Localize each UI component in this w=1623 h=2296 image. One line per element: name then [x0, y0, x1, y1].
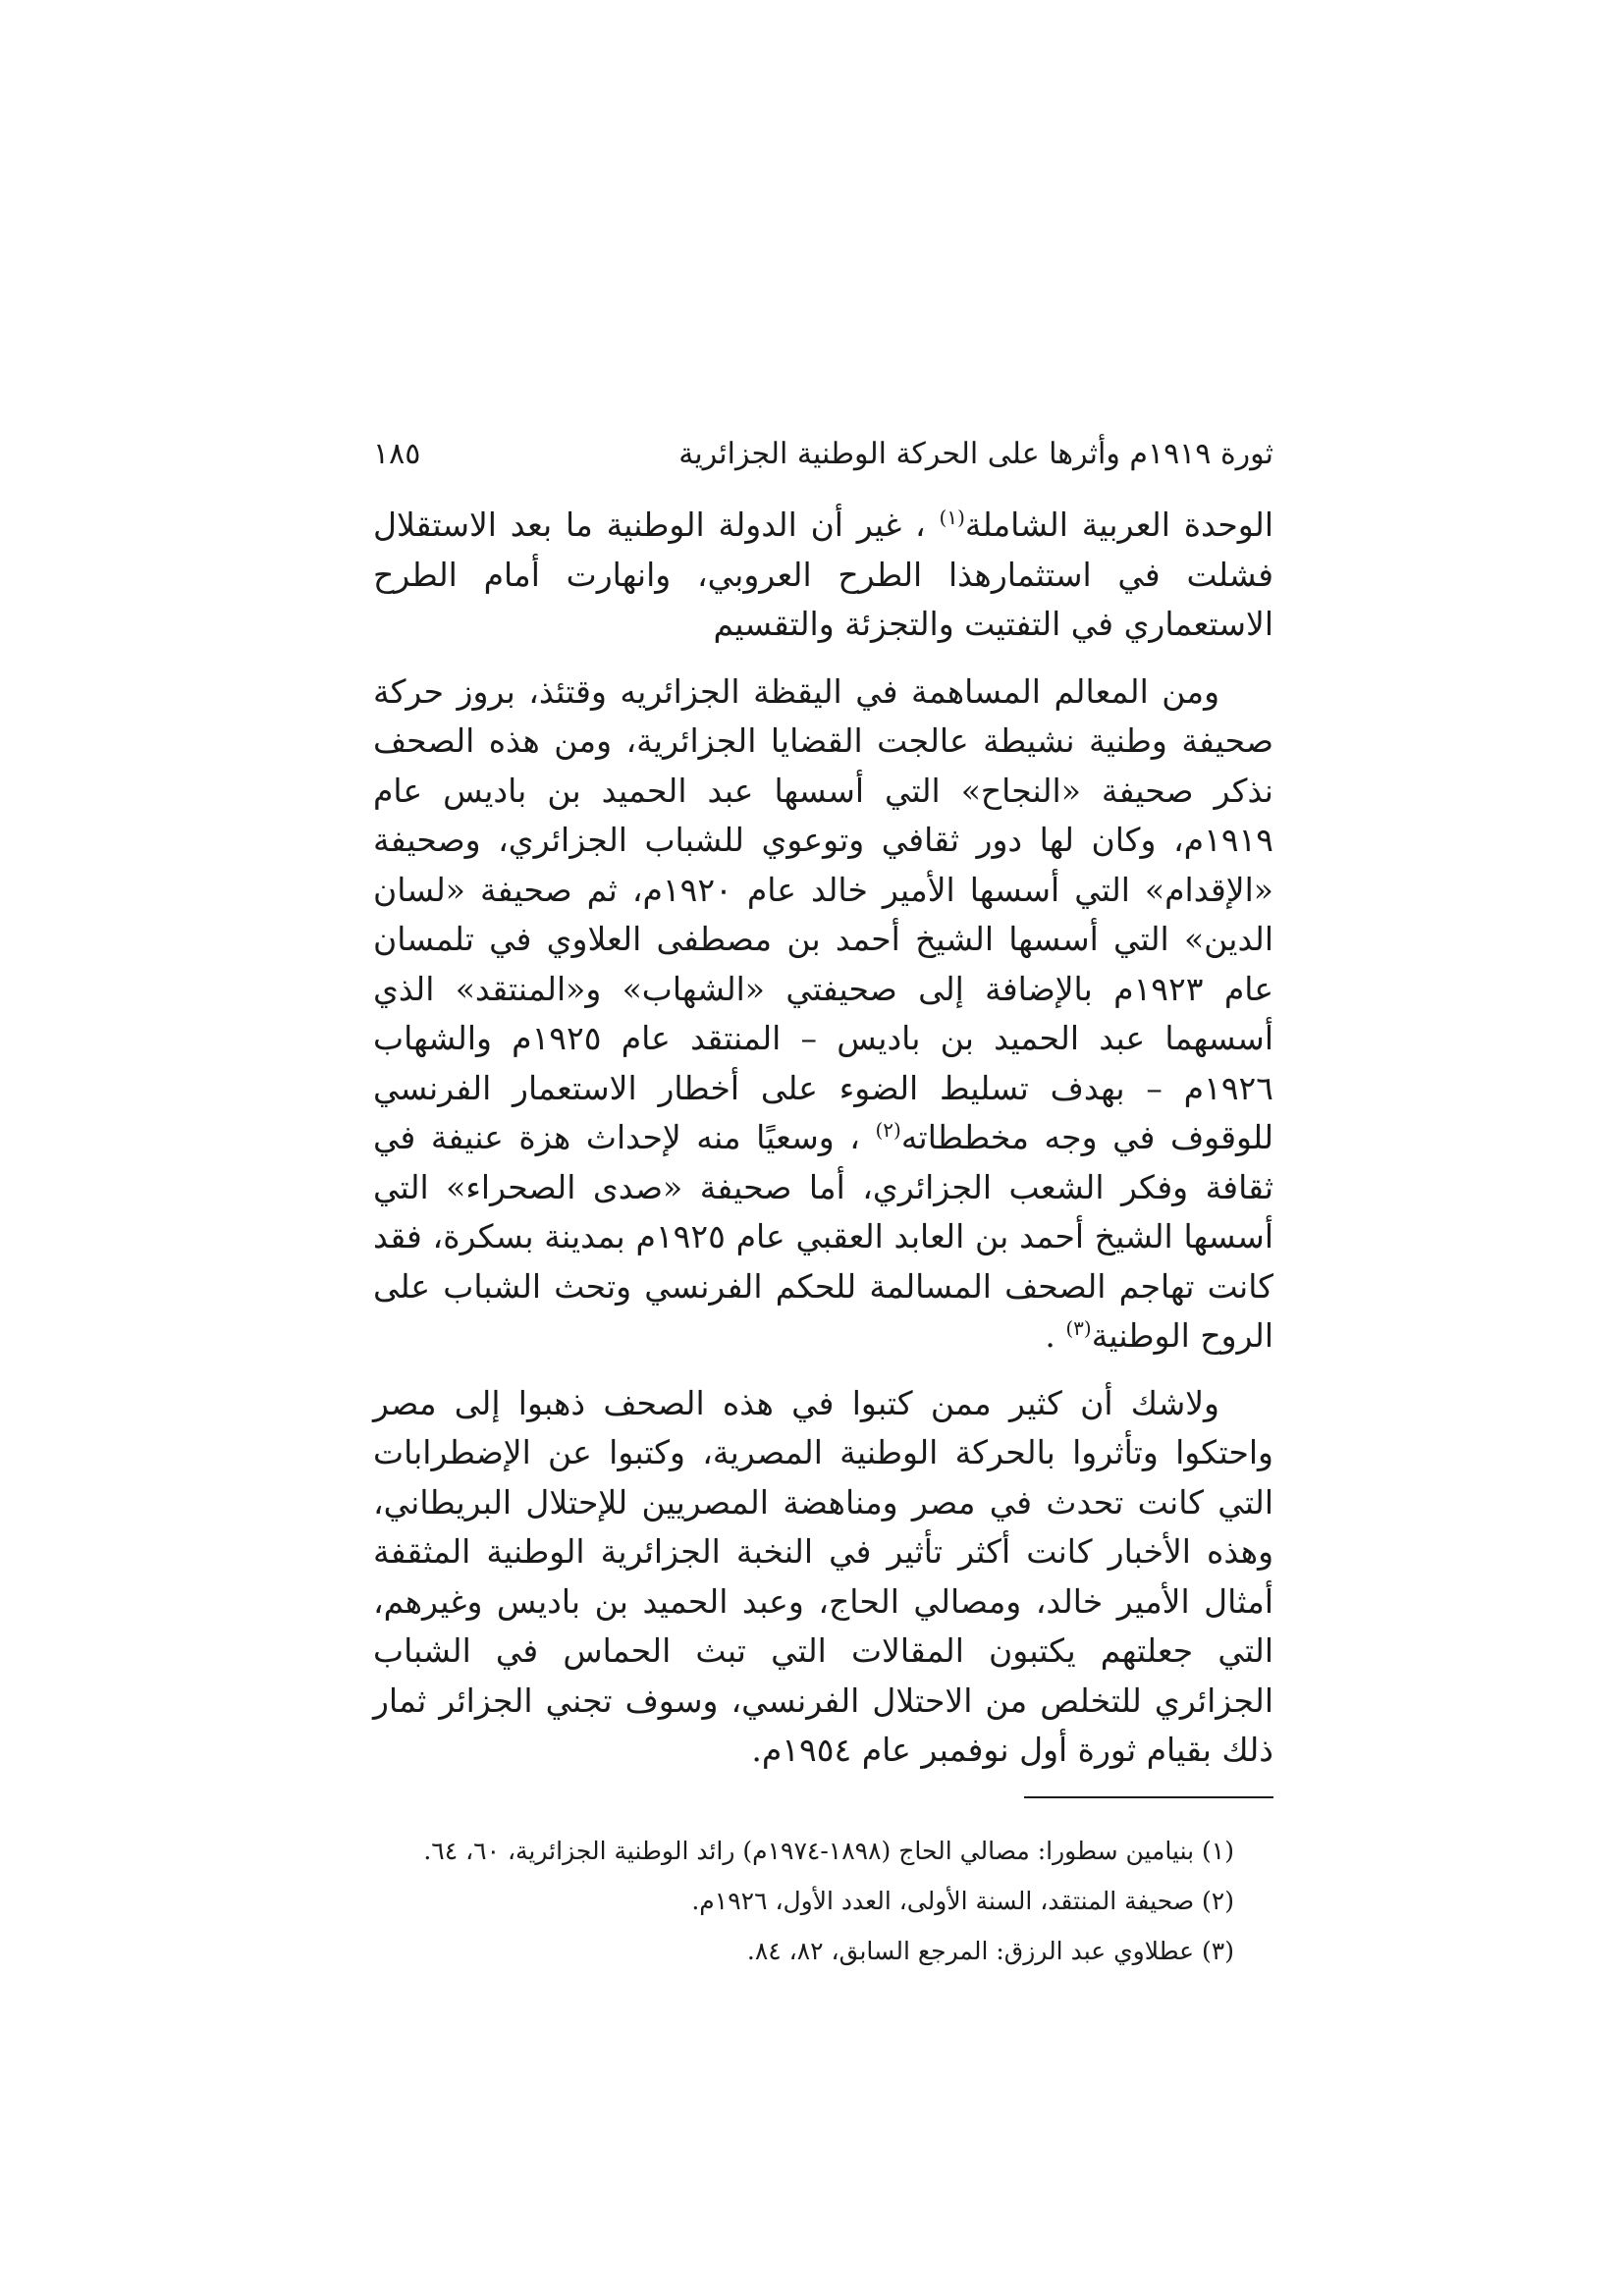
footnote-reference: (١) [939, 506, 965, 529]
paragraph-text: الوحدة العربية الشاملة [964, 506, 1273, 544]
footnotes [373, 1826, 1273, 1976]
paragraph-3: ولاشك أن كثير ممن كتبوا في هذه الصحف ذهبوا إلى مصر واحتكوا وتأثروا بالحركة الوطنية المصرية، وكتبوا عن الإضطرابات التي كانت تحدث في مصر ومناهضة المصريين للإحتلال البريطاني، وهذه الأخبار كانت أكثر تأثير في النخبة الجزائرية الوطنية المثقفة أمثال الأمير خالد، ومصالي الحاج، وعبد الحميد بن باديس وغيرهم، التي جعلتهم يكتبون المقالات التي تبث الحماس في الشباب الجزائري للتخلص من الاحتلال الفرنسي، وسوف تجني الجزائر ثمار ذلك بقيام ثورة أول نوفمبر عام ١٩٥٤م. [373, 1383, 1273, 1769]
paragraph-text: . [1045, 1316, 1066, 1355]
paragraph-text: ، وسعيًا منه لإحداث هزة عنيفة في ثقافة وفكر الشعب الجزائري، أما صحيفة «صدى الصحراء» التي أسسها الشيخ أحمد بن العابد العقبي عام ١٩٢٥م بمدينة بسكرة، فقد كانت تهاجم الصحف المسالمة للحكم الفرنسي وتحث الشباب على الروح الوطنية [373, 1118, 1273, 1355]
paragraph-text: ومن المعالم المساهمة في اليقظة الجزائريه وقتئذ، بروز حركة صحيفة وطنية نشيطة عالجت القضايا الجزائرية، ومن هذه الصحف نذكر صحيفة «النجاح» التي أسسها عبد الحميد بن باديس عام ١٩١٩م، وكان لها دور ثقافي وتوعوي للشباب الجزائري، وصحيفة «الإقدام» التي أسسها الأمير خالد عام ١٩٢٠م، ثم صحيفة «لسان الدين» التي أسسها الشيخ أحمد بن مصطفى العلاوي في تلمسان عام ١٩٢٣م بالإضافة إلى صحيفتي «الشهاب» و«المنتقد» الذي أسسهما عبد الحميد بن باديس – المنتقد عام ١٩٢٥م والشهاب ١٩٢٦م – بهدف تسليط الضوء على أخطار الاستعمار الفرنسي للوقوف في وجه مخططاته [373, 671, 1274, 1156]
body-text [373, 501, 1273, 1776]
footnote-2: (٢) صحيفة المنتقد، السنة الأولى، العدد الأول، ١٩٢٦م. [691, 1887, 1234, 1915]
footnote-1: (١) بنيامين سطورا: مصالي الحاج (١٨٩٨-١٩٧٤م) رائد الوطنية الجزائرية، ٦٠، ٦٤. [423, 1837, 1234, 1865]
paragraph-1 [373, 501, 1273, 650]
running-title: ثورة ١٩١٩م وأثرها على الحركة الوطنية الجزائرية [678, 437, 1273, 471]
footnote-3: (٣) عطلاوي عبد الرزق: المرجع السابق، ٨٢، ٨٤. [746, 1937, 1234, 1965]
page-header [373, 430, 1273, 479]
footnote-reference: (٣) [1065, 1316, 1092, 1340]
page-number: ١٨٥ [373, 437, 421, 471]
paragraph-2 [373, 667, 1273, 1362]
paragraph-text: ، غير أن الدولة الوطنية ما بعد الاستقلال فشلت في استثمارهذا الطرح العروبي، وانهارت أمام الطرح الاستعماري في التفتيت والتجزئة والتقسيم [373, 506, 1273, 643]
footnote-reference: (٢) [875, 1118, 901, 1142]
footnote-divider [1024, 1796, 1273, 1798]
